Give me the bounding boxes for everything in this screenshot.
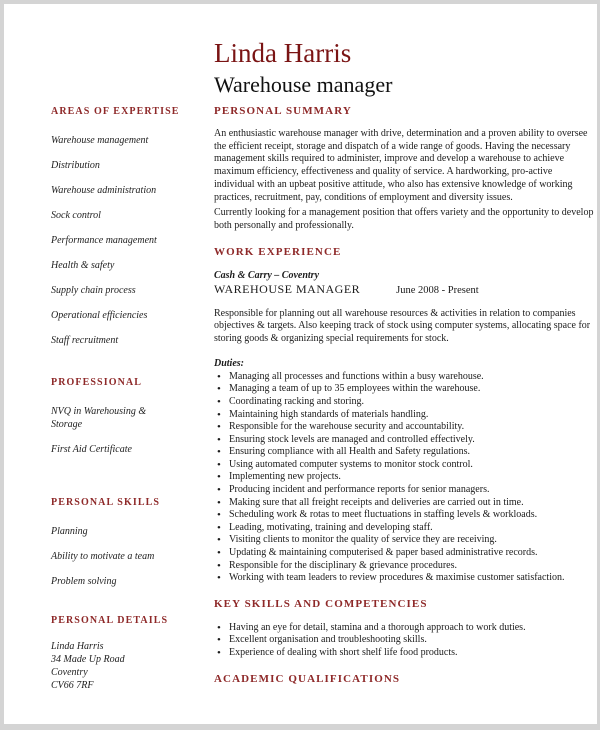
summary-paragraph-1: An enthusiastic warehouse manager with drive, determination and a proven ability to oversee the efficient receipt, storage and dispatch of a wide range of goods. Having the necessary management skills required to administer, improve and develop a warehouse to achieve maximum efficiency, effectiveness and quality of service. A hardworking, pro-active individual with an upbeat positive attitude, who also has extensive knowledge of working practices, recruitment, pay, conditions of employment and diversity issues. (214, 128, 588, 203)
work-experience-intro: Responsible for planning out all warehouse resources & activities in relation to companies objectives & targets. Also keeping track of stock using computer systems, allocating space for storing goods & organizing special requirements for stock. (214, 307, 591, 345)
section-heading-professional: PROFESSIONAL (51, 377, 142, 388)
key-skill-item: • Experience of dealing with short shelf life food products. (214, 647, 594, 660)
expertise-item: Warehouse administration (51, 185, 157, 196)
expertise-item: Distribution (51, 160, 100, 171)
resume-name: Linda Harris (214, 38, 352, 68)
key-skill-item: • Excellent organisation and troubleshooting skills. (214, 634, 594, 647)
employer-name: Cash & Carry – Coventry (214, 269, 320, 281)
duty-item: • Managing a team of up to 35 employees within the warehouse. (214, 383, 594, 396)
section-heading-academic-qualifications: ACADEMIC QUALIFICATIONS (214, 672, 401, 685)
duty-item: • Implementing new projects. (214, 471, 594, 484)
section-heading-personal-skills: PERSONAL SKILLS (51, 497, 161, 508)
expertise-item: Performance management (51, 235, 157, 246)
sidebar-section-personal-details (51, 615, 169, 692)
section-heading-areas-of-expertise: AREAS OF EXPERTISE (51, 106, 180, 117)
duty-item: • Ensuring compliance with all Health and Safety regulations. (214, 446, 594, 459)
summary-paragraph-2: Currently looking for a management position that offers variety and the opportunity to develop both personally and professionally. (214, 207, 594, 231)
duty-item: • Producing incident and performance reports for senior managers. (214, 484, 594, 497)
skill-item: Problem solving (51, 576, 117, 587)
work-experience-section (214, 246, 594, 585)
sidebar-section-professional (51, 377, 163, 456)
main-column (214, 38, 594, 696)
sidebar (51, 106, 180, 719)
section-heading-work-experience: WORK EXPERIENCE (214, 245, 342, 258)
sidebar-section-personal-skills (51, 497, 163, 588)
expertise-item: Operational efficiencies (51, 310, 148, 321)
duties-label: Duties: (214, 357, 244, 369)
personal-summary-section (214, 105, 594, 233)
personal-detail-line: 34 Made Up Road (51, 654, 125, 665)
duty-item: • Updating & maintaining computerised & paper based administrative records. (214, 547, 594, 560)
expertise-item: Sock control (51, 210, 101, 221)
duty-item: • Scheduling work & rotas to meet fluctuations in staffing levels & workloads. (214, 509, 594, 522)
duty-item: • Managing all processes and functions within a busy warehouse. (214, 371, 594, 384)
professional-item: First Aid Certificate (51, 444, 132, 455)
personal-detail-line: Coventry (51, 667, 88, 678)
skill-item: Ability to motivate a team (51, 551, 155, 562)
sidebar-section-areas-of-expertise (51, 106, 180, 347)
resume-job-title: Warehouse manager (214, 72, 393, 97)
role-title: WAREHOUSE MANAGER (214, 281, 361, 296)
duty-item: • Maintaining high standards of materials handling. (214, 409, 594, 422)
personal-detail-line: Linda Harris (51, 641, 104, 652)
expertise-item: Staff recruitment (51, 335, 119, 346)
resume-page (4, 4, 597, 724)
professional-item: NVQ in Warehousing & Storage (51, 406, 147, 430)
key-skills-section (214, 598, 594, 660)
section-heading-personal-summary: PERSONAL SUMMARY (214, 105, 352, 117)
areas-of-expertise-list (51, 134, 163, 347)
skill-item: Planning (51, 526, 88, 537)
duty-item: • Responsible for the disciplinary & grievance procedures. (214, 560, 594, 573)
professional-list (51, 405, 163, 456)
role-line (214, 282, 594, 298)
key-skills-list (214, 622, 594, 660)
academic-qualifications-section (214, 673, 594, 685)
personal-skills-list (51, 525, 163, 588)
personal-details-list (51, 640, 163, 692)
duty-item: • Responsible for the warehouse security and accountability. (214, 421, 594, 434)
expertise-item: Supply chain process (51, 285, 136, 296)
expertise-item: Health & safety (51, 260, 115, 271)
duty-item: • Making sure that all freight receipts and deliveries are carried out in time. (214, 497, 594, 510)
expertise-item: Warehouse management (51, 135, 149, 146)
duty-item: • Using automated computer systems to monitor stock control. (214, 459, 594, 472)
duty-item: • Coordinating racking and storing. (214, 396, 594, 409)
duty-item: • Ensuring stock levels are managed and controlled effectively. (214, 434, 594, 447)
employment-dates: June 2008 - Present (396, 284, 479, 296)
duty-item: • Leading, motivating, training and developing staff. (214, 522, 594, 535)
duties-list (214, 371, 594, 585)
section-heading-personal-details: PERSONAL DETAILS (51, 615, 169, 626)
personal-detail-line: CV66 7RF (51, 680, 94, 691)
key-skill-item: • Having an eye for detail, stamina and a thorough approach to work duties. (214, 622, 594, 635)
duty-item: • Visiting clients to monitor the quality of service they are receiving. (214, 534, 594, 547)
duty-item: • Working with team leaders to review procedures & maximise customer satisfaction. (214, 572, 594, 585)
section-heading-key-skills: KEY SKILLS AND COMPETENCIES (214, 597, 428, 610)
